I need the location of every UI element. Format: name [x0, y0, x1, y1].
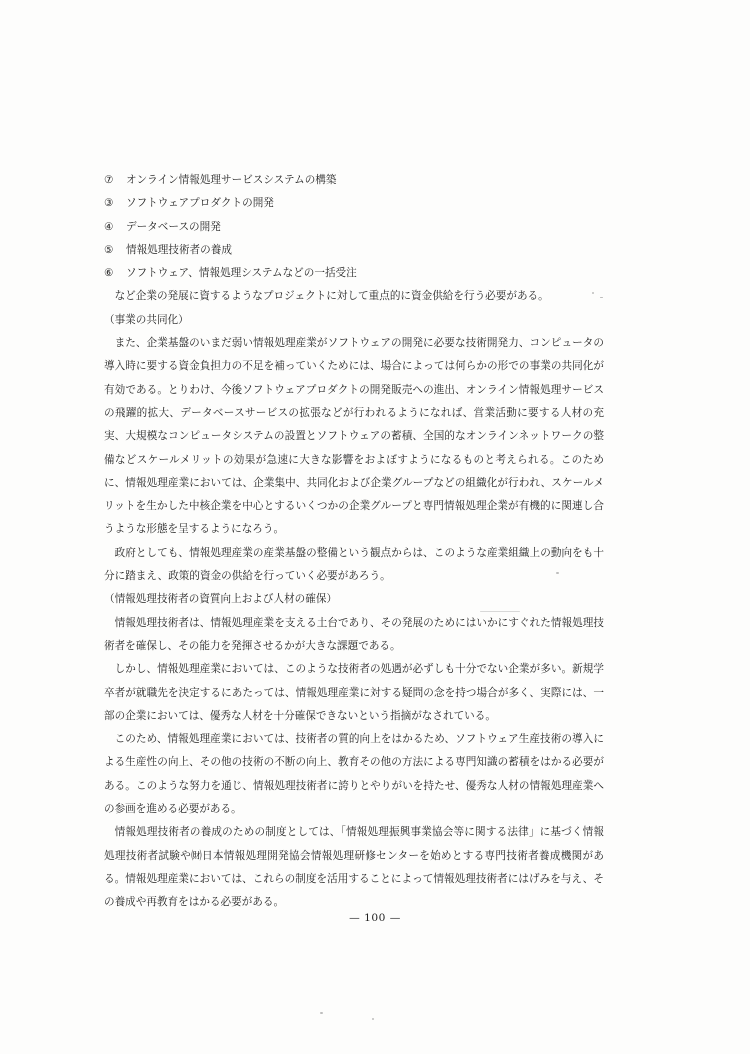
scan-speck [480, 611, 520, 612]
list-item [104, 169, 604, 192]
list-item [104, 192, 604, 215]
body-paragraph: 情報処理技術者の養成のための制度としては、「情報処理振興事業協会等に関する法律」に基づく情報処理技術者試験や㈶日本情報処理開発協会情報処理研修センターを始めとする専門技術者養成機関がある。情報処理産業においては、これらの制度を活用することによって情報処理技術者にはげみを与え、その養成や再教育をはかる必要がある。 [104, 826, 604, 909]
list-item [104, 262, 604, 285]
list-item-text: オンライン情報処理サービスシステムの構築 [126, 174, 337, 186]
project-list [104, 169, 604, 285]
body-paragraph: 政府としても、情報処理産業の産業基盤の整備という観点からは、このような産業組織上の動向をも十分に踏まえ、政策的資金の供給を行っていく必要があろう。 [104, 546, 604, 583]
scan-speck [592, 292, 594, 294]
body-paragraph: また、企業基盤のいまだ弱い情報処理産業がソフトウェアの開発に必要な技術開発力、コンピュータの導入時に要する資金負担力の不足を補っていくためには、場合によっては何らかの形での事業の共同化が有効である。とりわけ、今後ソフトウェアプロダクトの開発販売への進出、オンライン情報処理サービスの飛躍的拡大、データベースサービスの拡張などが行われるようになれば、営業活動に要する人材の充実、大規模なコンピュータシステムの設置とソフトウェアの蓄積、全国的なオンラインネットワークの整備などスケールメリットの効果が急速に大きな影響をおよぼすようになるものと考えられる。このために、情報処理産業においては、企業集中、共同化および企業グループなどの組織化が行われ、スケールメリットを生かした中核企業を中心とするいくつかの企業グループと専門情報処理企業が有機的に関連し合うような形態を呈するようになろう。 [104, 337, 604, 536]
list-item-text: ソフトウェア、情報処理システムなどの一括受注 [126, 267, 357, 280]
list-item-text: 情報処理技術者の養成 [126, 243, 232, 256]
list-item-text: データベースの開発 [126, 220, 221, 233]
section-heading-engineers: （情報処理技術者の資質向上および人材の確保） [104, 593, 338, 606]
list-item-text: ソフトウェアプロダクトの開発 [126, 197, 274, 210]
body-paragraph: このため、情報処理産業においては、技術者の質的向上をはかるため、ソフトウェア生産技術の導入による生産性の向上、その他の技術の不断の向上、教育その他の方法による専門知識の蓄積をはかる必要がある。このような努力を通じ、情報処理技術者に誇りとやりがいを持たせ、優秀な人材の情報処理産業への参画を進める必要がある。 [104, 733, 604, 816]
scan-speck [320, 1012, 323, 1014]
body-paragraph: 情報処理技術者は、情報処理産業を支える土台であり、その発展のためにはいかにすぐれた情報処理技術者を確保し、その能力を発揮させるかが大きな課題である。 [104, 616, 604, 652]
page-number: — 100 — [349, 912, 401, 924]
list-item-number: ⑤ [104, 243, 114, 256]
list-item-number: ④ [104, 220, 114, 233]
list-item-number: ⑥ [104, 267, 114, 280]
scan-speck [600, 297, 603, 298]
scan-speck [372, 1018, 374, 1020]
list-item [104, 216, 604, 239]
section-heading-cooperation: （事業の共同化） [104, 313, 189, 326]
list-item-number: ③ [104, 197, 114, 210]
list-item [104, 239, 604, 262]
scan-speck [556, 572, 559, 574]
intro-continuation: など企業の発展に資するようなプロジェクトに対して重点的に資金供給を行う必要がある。 [114, 290, 549, 303]
body-paragraph: しかし、情報処理産業においては、このような技術者の処遇が必ずしも十分でない企業が多い。新規学卒者が就職先を決定するにあたっては、情報処理産業に対する疑問の念を持つ場合が多く、実際には、一部の企業においては、優秀な人材を十分確保できないという指摘がなされている。 [104, 663, 604, 722]
list-item-number: ⑦ [104, 174, 114, 186]
page-content [104, 169, 604, 915]
